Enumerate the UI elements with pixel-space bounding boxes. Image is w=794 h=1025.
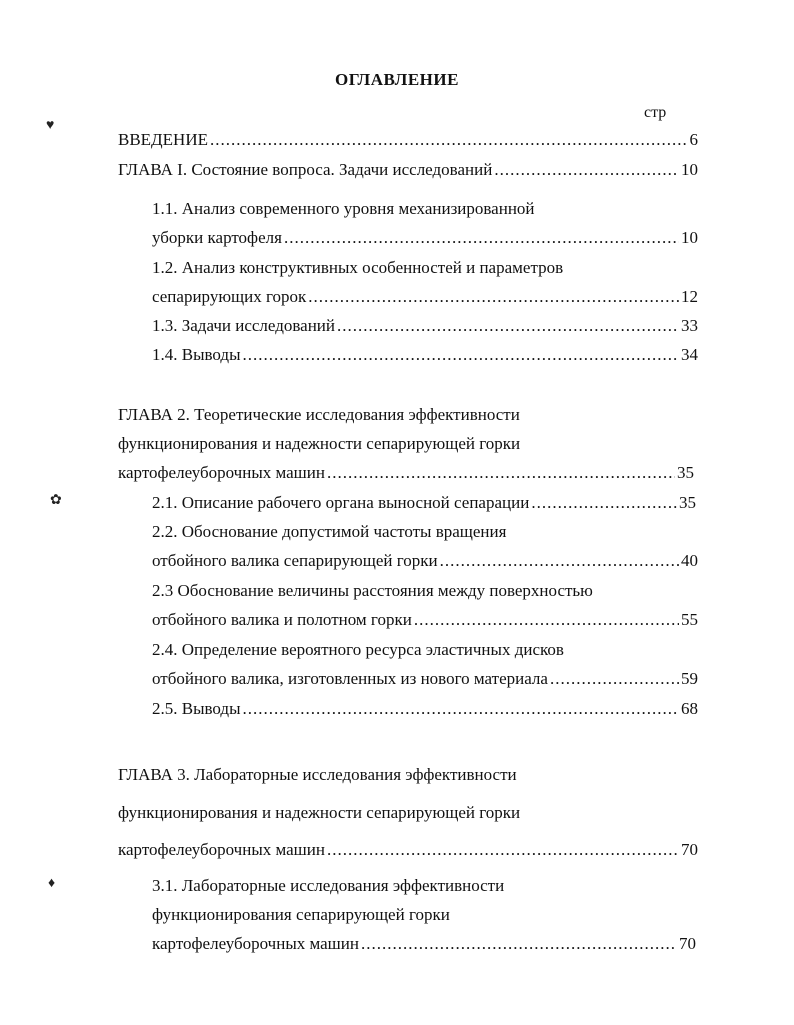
toc-entry-text: сепарирующих горок xyxy=(152,287,307,306)
toc-entry[interactable] xyxy=(152,610,698,630)
toc-page-number: 70 xyxy=(679,934,696,953)
margin-mark-icon: ♥ xyxy=(46,118,55,133)
margin-mark-icon: ✿ xyxy=(50,493,62,508)
toc-leader xyxy=(494,160,679,180)
toc-leader xyxy=(243,699,679,719)
margin-mark-icon: ♦ xyxy=(48,876,56,891)
toc-entry-text: 2.1. Описание рабочего органа выносной сепарации xyxy=(152,493,530,512)
toc-entry-text: 2.3 Обоснование величины расстояния между поверхностью xyxy=(152,581,593,600)
toc-leader xyxy=(284,228,679,248)
toc-leader xyxy=(243,345,679,365)
toc-leader xyxy=(308,287,679,307)
toc-entry-text: функционирования и надежности сепарирующей горки xyxy=(118,803,521,822)
toc-leader xyxy=(337,316,679,336)
toc-entry[interactable] xyxy=(118,463,694,483)
toc-page-number: 12 xyxy=(681,287,698,306)
toc-entry[interactable] xyxy=(152,551,698,571)
toc-page-number: 34 xyxy=(681,345,698,364)
toc-page-number: 70 xyxy=(681,840,698,859)
toc-entry-text: картофелеуборочных машин xyxy=(118,840,325,859)
toc-entry-text: ГЛАВА 2. Теоретические исследования эффективности xyxy=(118,405,520,424)
toc-entry-text: отбойного валика сепарирующей горки xyxy=(152,551,438,570)
toc-entry-text: функционирования и надежности сепарирующей горки xyxy=(118,434,521,453)
toc-entry-text: функционирования сепарирующей горки xyxy=(152,905,450,924)
toc-entry-text: картофелеуборочных машин xyxy=(152,934,359,953)
toc-entry[interactable] xyxy=(152,287,698,307)
toc-entry[interactable] xyxy=(118,160,698,180)
toc-entry[interactable] xyxy=(152,934,696,954)
toc-entry-text: 1.3. Задачи исследований xyxy=(152,316,336,335)
toc-entry-text: 2.2. Обоснование допустимой частоты вращения xyxy=(152,522,507,541)
toc-entry-text: картофелеуборочных машин xyxy=(118,463,325,482)
toc-entry-text: ГЛАВА I. Состояние вопроса. Задачи исследований xyxy=(118,160,493,179)
page-column-label: стр xyxy=(644,104,667,121)
toc-entry[interactable] xyxy=(152,345,698,365)
toc-entry-text: уборки картофеля xyxy=(152,228,282,247)
toc-page-number: 6 xyxy=(689,130,698,149)
toc-leader xyxy=(210,130,688,150)
toc-entry[interactable] xyxy=(118,130,698,150)
toc-page-number: 40 xyxy=(681,551,698,570)
toc-leader xyxy=(531,493,677,513)
toc-entry-text: 3.1. Лабораторные исследования эффективности xyxy=(152,876,505,895)
toc-entry-text: отбойного валика и полотном горки xyxy=(152,610,412,629)
toc-page-number: 10 xyxy=(681,160,698,179)
toc-entry[interactable] xyxy=(152,699,698,719)
toc-entry[interactable] xyxy=(152,493,696,513)
toc-leader xyxy=(327,463,675,483)
toc-entry-text: ГЛАВА 3. Лабораторные исследования эффективности xyxy=(118,765,517,784)
toc-page-number: 59 xyxy=(681,669,698,688)
toc-leader xyxy=(414,610,679,630)
toc-leader xyxy=(550,669,679,689)
toc-page-number: 10 xyxy=(681,228,698,247)
toc-page-number: 35 xyxy=(679,493,696,512)
toc-entry[interactable] xyxy=(152,228,698,248)
toc-entry[interactable] xyxy=(152,316,698,336)
toc-entry-text: ВВЕДЕНИЕ xyxy=(118,130,208,149)
toc-page-number: 68 xyxy=(681,699,698,718)
toc-entry-text: 2.4. Определение вероятного ресурса эластичных дисков xyxy=(152,640,564,659)
toc-page-number: 55 xyxy=(681,610,698,629)
toc-page-number: 33 xyxy=(681,316,698,335)
toc-entry-text: 1.1. Анализ современного уровня механизированной xyxy=(152,199,535,218)
toc-leader xyxy=(327,840,679,860)
toc-leader xyxy=(361,934,677,954)
page-title: ОГЛАВЛЕНИЕ xyxy=(335,70,459,89)
toc-entry[interactable] xyxy=(152,669,698,689)
toc-entry-text: 1.4. Выводы xyxy=(152,345,241,364)
toc-entry-text: отбойного валика, изготовленных из нового материала xyxy=(152,669,548,688)
toc-entry-text: 2.5. Выводы xyxy=(152,699,241,718)
toc-leader xyxy=(440,551,679,571)
toc-page-number: 35 xyxy=(677,463,694,482)
toc-entry-text: 1.2. Анализ конструктивных особенностей и параметров xyxy=(152,258,564,277)
toc-entry[interactable] xyxy=(118,840,698,860)
